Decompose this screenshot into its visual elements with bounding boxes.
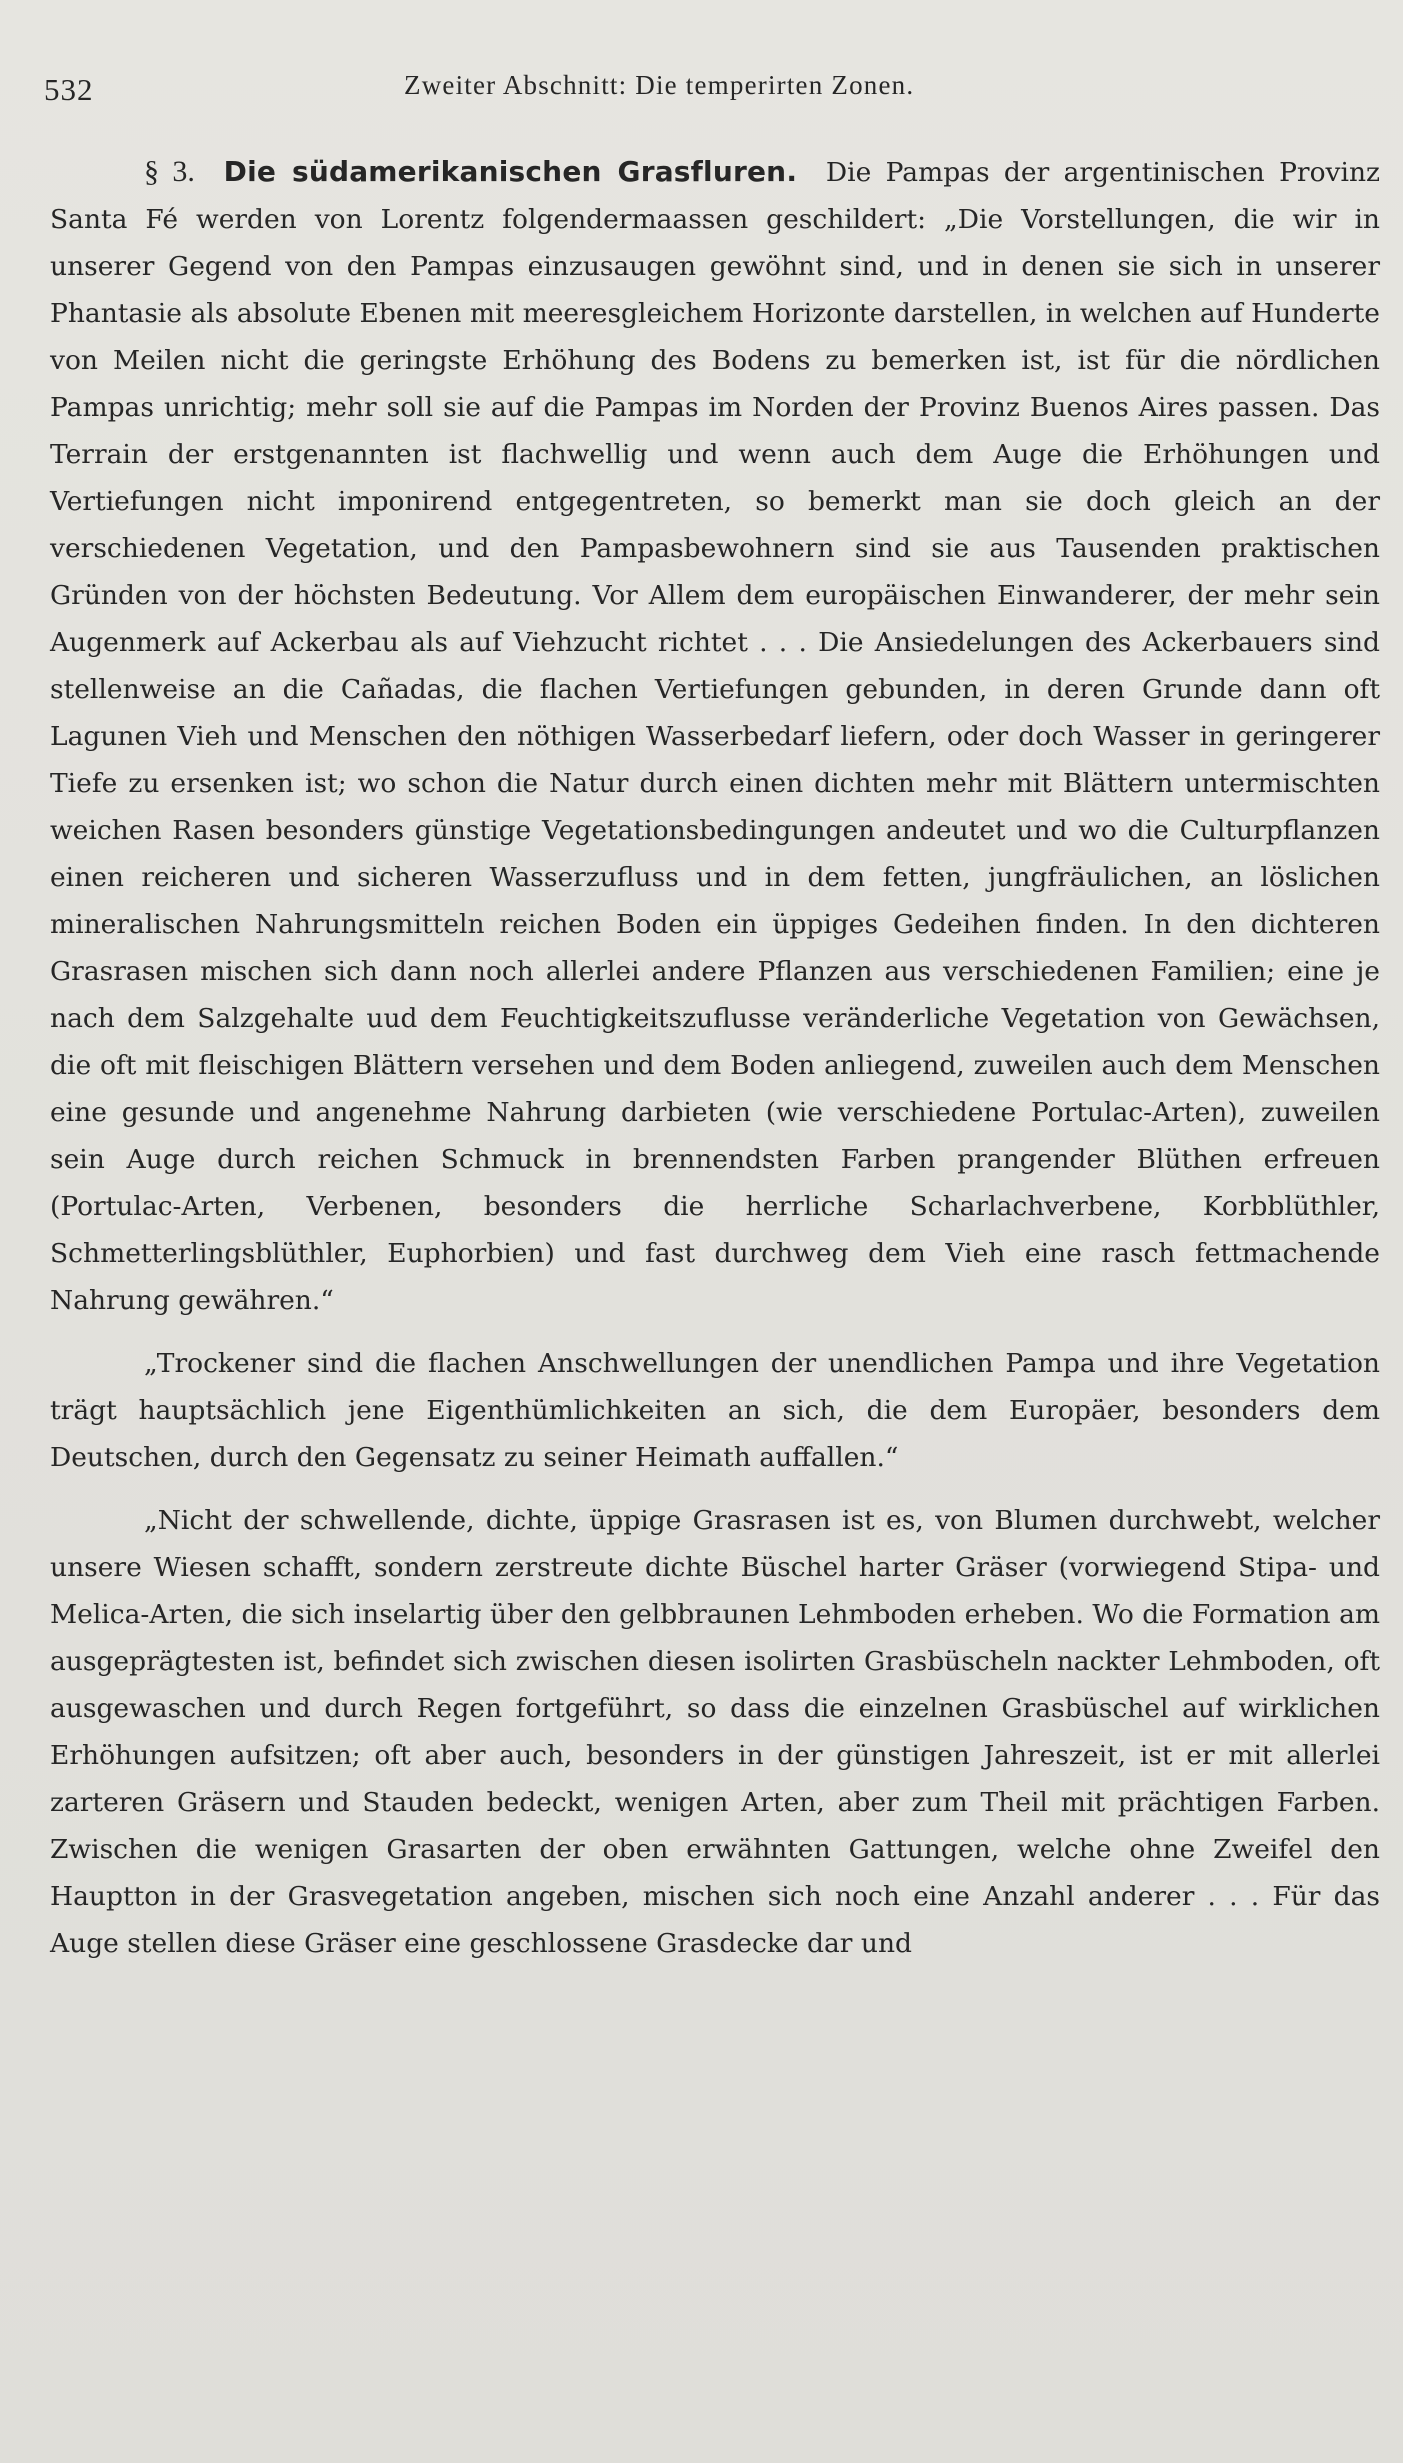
quote-paragraph: „Trockener sind die flachen Anschwellungen der unendlichen Pampa und ihre Vegetation trägt hauptsächlich jene Eigenthümlichkeiten an sich, die dem Europäer, besonders dem Deutschen, durch den Gegensatz zu seiner Heimath auffallen.“ xyxy=(50,1348,1380,1473)
quote-paragraph: „Nicht der schwellende, dichte, üppige Grasrasen ist es, von Blumen durchwebt, welcher unsere Wiesen schafft, sondern zerstreute dichte Büschel harter Gräser (vorwiegend Stipa- und Melica-Arten, die sich inselartig über den gelbbraunen Lehmboden erheben. Wo die Formation am ausgeprägtesten ist, befindet sich zwischen diesen isolirten Grasbüscheln nackter Lehmboden, oft ausgewaschen und durch Regen fortgeführt, so dass die einzelnen Grasbüschel auf wirklichen Erhöhungen aufsitzen; oft aber auch, besonders in der günstigen Jahreszeit, ist er mit allerlei zarteren Gräsern und Stauden bedeckt, wenigen Arten, aber zum Theil mit prächtigen Farben. Zwischen die wenigen Grasarten der oben erwähnten Gattungen, welche ohne Zweifel den Hauptton in der Grasvegetation angeben, mischen sich noch eine Anzahl anderer . . . Für das Auge stellen diese Gräser eine geschlossene Grasdecke dar und xyxy=(50,1505,1380,1959)
section-mark: § 3. xyxy=(144,155,195,188)
running-head xyxy=(44,70,1374,114)
running-title: Zweiter Abschnitt: Die temperirten Zonen. xyxy=(404,70,915,100)
section-heading: Die südamerikanischen Grasfluren. xyxy=(223,155,798,188)
body-text xyxy=(50,148,1380,1967)
section-paragraph xyxy=(50,148,1380,1324)
page-number: 532 xyxy=(44,72,94,107)
section-intro-text: Die Pampas der argentinischen Provinz Santa Fé werden von Lorentz folgendermaassen geschildert: „Die Vorstellungen, die wir in unserer Gegend von den Pampas einzusaugen gewöhnt sind, und in denen sie sich in unserer Phantasie als absolute Ebenen mit meeresgleichem Horizonte darstellen, in welchen auf Hunderte von Meilen nicht die geringste Erhöhung des Bodens zu bemerken ist, ist für die nördlichen Pampas unrichtig; mehr soll sie auf die Pampas im Norden der Provinz Buenos Aires passen. Das Terrain der erstgenannten ist flachwellig und wenn auch dem Auge die Erhöhungen und Vertiefungen nicht imponirend entgegentreten, so bemerkt man sie doch gleich an der verschiedenen Vegetation, und den Pampasbewohnern sind sie aus Tausenden praktischen Gründen von der höchsten Bedeutung. Vor Allem dem europäischen Einwanderer, der mehr sein Augenmerk auf Ackerbau als auf Viehzucht richtet . . . Die Ansiedelungen des Ackerbauers sind stellenweise an die Cañadas, die flachen Vertiefungen gebunden, in deren Grunde dann oft Lagunen Vieh und Menschen den nöthigen Wasserbedarf liefern, oder doch Wasser in geringerer Tiefe zu ersenken ist; wo schon die Natur durch einen dichten mehr mit Blättern untermischten weichen Rasen besonders günstige Vegetationsbedingungen andeutet und wo die Culturpflanzen einen reicheren und sicheren Wasserzufluss und in dem fetten, jungfräulichen, an löslichen mineralischen Nahrungsmitteln reichen Boden ein üppiges Gedeihen finden. In den dichteren Grasrasen mischen sich dann noch allerlei andere Pflanzen aus verschiedenen Familien; eine je nach dem Salzgehalte uud dem Feuchtigkeitszuflusse veränderliche Vegetation von Gewächsen, die oft mit fleischigen Blättern versehen und dem Boden anliegend, zuweilen auch dem Menschen eine gesunde und angenehme Nahrung darbieten (wie verschiedene Portulac-Arten), zuweilen sein Auge durch reichen Schmuck in brennendsten Farben prangender Blüthen erfreuen (Portulac-Arten, Verbenen, besonders die herrliche Scharlachverbene, Korbblüthler, Schmetterlingsblüthler, Euphorbien) und fast durchweg dem Vieh eine rasch fettmachende Nahrung gewähren.“ xyxy=(50,157,1380,1316)
